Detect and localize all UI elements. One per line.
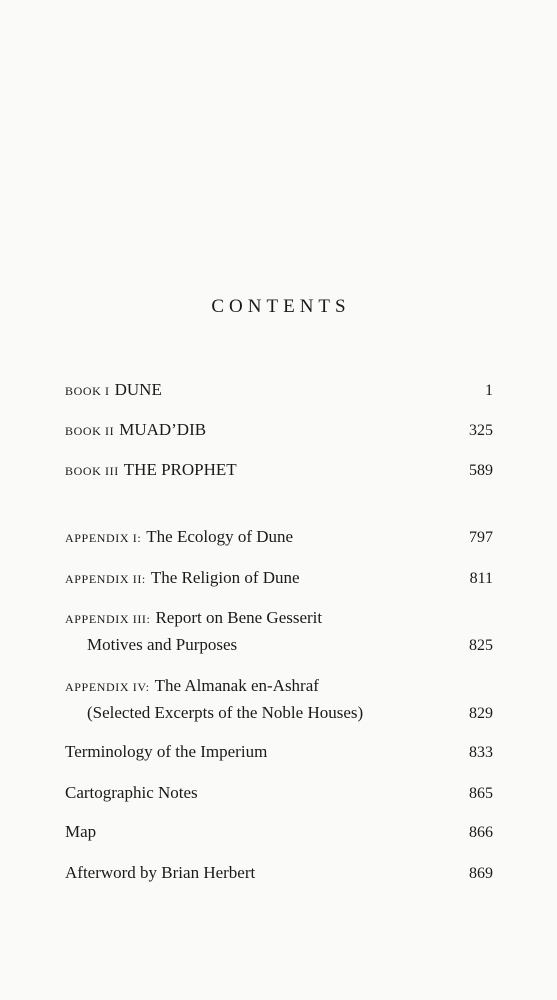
page-number: 825 (469, 637, 493, 654)
entry-title-continued: Motives and Purposes (87, 635, 238, 654)
appendix-label: APPENDIX I: (65, 531, 142, 545)
book-label: BOOK I (65, 384, 110, 398)
appendix-label: APPENDIX III: (65, 612, 151, 626)
page-number: 866 (469, 824, 493, 841)
toc-entry-book-1[interactable] (65, 380, 493, 400)
entry-title: Map (65, 822, 97, 841)
toc-entry-book-2[interactable] (65, 420, 493, 440)
table-of-contents (65, 0, 493, 1000)
appendix-label: APPENDIX II: (65, 572, 146, 586)
page-number: 829 (469, 705, 493, 722)
page-number: 833 (469, 744, 493, 761)
entry-title: Cartographic Notes (65, 783, 198, 802)
toc-entry-appendix-2[interactable] (65, 568, 493, 588)
page-number: 589 (469, 462, 493, 479)
page-number: 1 (485, 382, 493, 399)
entry-title: Terminology of the Imperium (65, 742, 268, 761)
page-number: 865 (469, 785, 493, 802)
toc-entry-appendix-3[interactable] (65, 608, 493, 655)
book-label: BOOK II (65, 424, 115, 438)
toc-entry-appendix-4[interactable] (65, 676, 493, 723)
entry-title: THE PROPHET (123, 460, 237, 479)
book-label: BOOK III (65, 464, 119, 478)
entry-title: MUAD’DIB (119, 420, 207, 439)
page-number: 811 (469, 570, 493, 587)
appendix-label: APPENDIX IV: (65, 680, 150, 694)
entry-title: Afterword by Brian Herbert (65, 863, 256, 882)
contents-heading: CONTENTS (211, 296, 351, 317)
entry-title: The Ecology of Dune (146, 527, 294, 546)
page-number: 797 (469, 529, 493, 546)
page-number: 869 (469, 865, 493, 882)
entry-title-continued: (Selected Excerpts of the Noble Houses) (87, 703, 364, 722)
entry-title: The Religion of Dune (150, 568, 300, 587)
entry-title: The Almanak en-Ashraf (154, 676, 319, 695)
toc-entry-map[interactable] (65, 822, 493, 842)
toc-entry-afterword[interactable] (65, 863, 493, 883)
entry-title: Report on Bene Gesserit (155, 608, 323, 627)
toc-entry-appendix-1[interactable] (65, 527, 493, 547)
page-number: 325 (469, 422, 493, 439)
entry-title: DUNE (114, 380, 162, 399)
toc-entry-cartographic-notes[interactable] (65, 783, 493, 803)
toc-entry-terminology[interactable] (65, 742, 493, 762)
toc-entry-book-3[interactable] (65, 460, 493, 480)
